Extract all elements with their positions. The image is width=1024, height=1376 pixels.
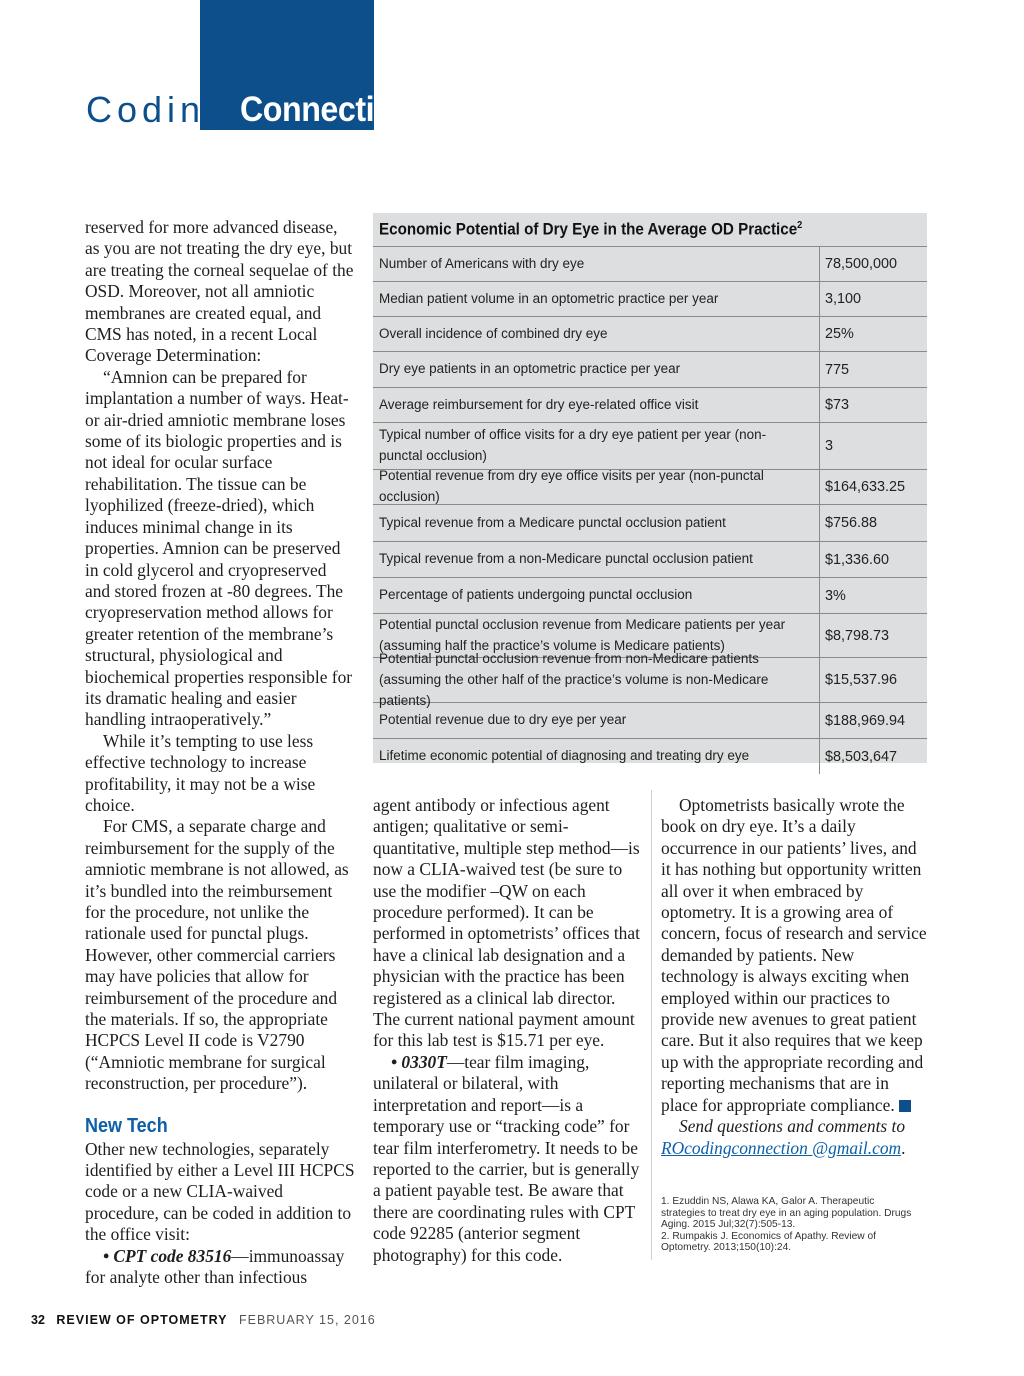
table-cell-label bbox=[373, 317, 820, 351]
table-cell-value: 775 bbox=[825, 361, 850, 378]
row-label: Potential punctal occlusion revenue from Medicare patients per year (assuming half the practice’s volume is Medicare patients) bbox=[379, 616, 786, 654]
issue-date: FEBRUARY 15, 2016 bbox=[238, 1313, 376, 1327]
table-row bbox=[373, 247, 927, 282]
table-cell-value: $15,537.96 bbox=[825, 672, 898, 688]
row-label: Typical revenue from a Medicare punctal occlusion patient bbox=[379, 514, 726, 531]
article-column-1 bbox=[85, 217, 355, 1289]
paragraph: While it’s tempting to use less effective technology to increase profitability, it may not be a wise choice. bbox=[85, 730, 316, 815]
paragraph: For CMS, a separate charge and reimbursement for the supply of the amniotic membrane is not allowed, as it’s bundled into the reimbursement for the procedure, not unlike the rationale used for punctal plugs. However, other commercial carriers may have policies that allow for reimbursement of the procedure and the materials. If so, the appropriate HCPCS Level II code is V2790 (“Amniotic membrane for surgical reconstruction, per procedure”). bbox=[85, 816, 349, 1094]
table-cell-value: 3,100 bbox=[825, 291, 862, 307]
bullet-item bbox=[373, 1052, 641, 1266]
row-label: Overall incidence of combined dry eye bbox=[379, 325, 608, 342]
table-cell-value: $8,503,647 bbox=[825, 748, 898, 765]
table-row bbox=[373, 470, 927, 505]
section-title-coding: Coding bbox=[86, 89, 231, 130]
table-row bbox=[373, 388, 927, 423]
bullet-title: • CPT code 83516 bbox=[103, 1245, 232, 1266]
table-row bbox=[373, 739, 927, 774]
table-cell-label bbox=[373, 247, 820, 281]
table-cell-value: 78,500,000 bbox=[825, 256, 898, 272]
bullet-item bbox=[85, 1246, 355, 1289]
contact-email-link[interactable]: ROcodingconnection @gmail.com bbox=[661, 1137, 902, 1158]
section-title-connection: Connection bbox=[240, 90, 413, 129]
table-title-footnote: 2 bbox=[797, 219, 803, 231]
table-row bbox=[373, 650, 927, 709]
table-cell-value: $73 bbox=[825, 397, 850, 413]
page-number: 32 bbox=[31, 1313, 45, 1327]
table-cell-value: 25% bbox=[825, 326, 854, 342]
table-cell-value: $8,798.73 bbox=[825, 627, 890, 644]
table-body bbox=[373, 247, 927, 774]
row-label: Typical number of office visits for a dry eye patient per year (non-punctal occlusion) bbox=[379, 427, 767, 464]
table-cell-value: 3% bbox=[825, 587, 846, 604]
row-label: Potential revenue due to dry eye per year bbox=[379, 712, 627, 728]
table-cell-label bbox=[373, 282, 820, 316]
table-row bbox=[373, 578, 927, 614]
table-cell-label bbox=[373, 739, 820, 774]
row-label: Potential revenue from dry eye office visits per year (non-punctal occlusion) bbox=[379, 468, 764, 505]
table-cell-label bbox=[373, 470, 820, 504]
row-label: Number of Americans with dry eye bbox=[379, 255, 585, 272]
reference-item: 2. Rumpakis J. Economics of Apathy. Review of Optometry. 2013;150(10):24. bbox=[661, 1230, 876, 1254]
economic-potential-table bbox=[373, 213, 927, 763]
paragraph: reserved for more advanced disease, as you are not treating the dry eye, but are treating the corneal sequelae of the OSD. Moreover, not all amniotic membranes are created equal, and CMS has noted, in a recent Local Coverage Determination: bbox=[85, 217, 354, 366]
article-column-2 bbox=[373, 795, 641, 1266]
bullet-text: —immunoassay for analyte other than infectious bbox=[85, 1245, 345, 1288]
table-cell-value: $164,633.25 bbox=[825, 479, 906, 495]
table-cell-value: 3 bbox=[825, 438, 834, 454]
table-cell-label bbox=[373, 505, 820, 541]
magazine-name: REVIEW OF OPTOMETRY bbox=[56, 1313, 228, 1327]
references bbox=[661, 1196, 921, 1254]
bullet-title: • 0330T bbox=[391, 1051, 447, 1072]
row-label: Average reimbursement for dry eye-related office visit bbox=[379, 396, 699, 413]
table-row bbox=[373, 542, 927, 578]
table-row bbox=[373, 282, 927, 317]
table-row bbox=[373, 317, 927, 352]
table-cell-label bbox=[373, 423, 820, 469]
table-cell-value: $188,969.94 bbox=[825, 712, 906, 729]
table-cell-value: $756.88 bbox=[825, 515, 878, 531]
table-cell-label bbox=[373, 352, 820, 387]
subhead-new-tech: New Tech bbox=[85, 1114, 168, 1137]
row-label: Percentage of patients undergoing punctal occlusion bbox=[379, 587, 693, 603]
table-cell-label bbox=[373, 578, 820, 613]
row-label: Median patient volume in an optometric practice per year bbox=[379, 290, 719, 307]
table-row bbox=[373, 352, 927, 388]
table-cell-value: $1,336.60 bbox=[825, 551, 890, 568]
contact-email-line bbox=[661, 1138, 929, 1159]
contact-line: Send questions and comments to bbox=[679, 1116, 906, 1137]
row-label: Potential punctal occlusion revenue from non-Medicare patients (assuming the other half of the practice’s volume is non-Medicare patients) bbox=[379, 650, 769, 709]
table-row bbox=[373, 505, 927, 542]
article-column-3 bbox=[661, 795, 929, 1159]
quote-paragraph: “Amnion can be prepared for implantation a number of ways. Heat- or air-dried amniotic membrane loses some of its biologic properties and is not ideal for ocular surface rehabilitation. The tissue can be lyophilized (freeze-dried), which induces minimal change in its properties. Amnion can be preserved in cold glycerol and cryopreserved and stored frozen at -80 degrees. The cryopreservation method allows for greater retention of the membrane’s structural, physiological and biochemical properties responsible for its dramatic healing and easier handling intraoperatively.” bbox=[85, 366, 353, 730]
row-label: Dry eye patients in an optometric practice per year bbox=[379, 361, 681, 377]
paragraph bbox=[661, 795, 929, 1116]
table-cell-label bbox=[373, 542, 820, 577]
period: . bbox=[901, 1137, 906, 1158]
table-cell-label bbox=[373, 650, 820, 709]
table-row bbox=[373, 423, 927, 470]
table-title bbox=[373, 213, 927, 247]
reference-item: 1. Ezuddin NS, Alawa KA, Galor A. Therapeutic strategies to treat dry eye in an aging population. Drugs Aging. 2015 Jul;32(7):505-13. bbox=[661, 1196, 912, 1231]
table-cell-label bbox=[373, 388, 820, 422]
paragraph: Other new technologies, separately identified by either a Level III HCPCS code or a new CLIA-waived procedure, can be coded in addition to the office visit: bbox=[85, 1138, 355, 1245]
closing-text: Optometrists basically wrote the book on dry eye. It’s a daily occurrence in our patients’ lives, and it has nothing but opportunity written all over it when embraced by optometry. It is a growing area of concern, focus of research and service demanded by patients. New technology is always exciting when employed within our practices to provide new avenues to great patient care. But it also requires that we keep up with the appropriate recording and reporting mechanisms that are in place for appropriate compliance. bbox=[661, 795, 927, 1115]
row-label: Typical revenue from a non-Medicare punctal occlusion patient bbox=[379, 551, 753, 567]
table-title-text: Economic Potential of Dry Eye in the Average OD Practice bbox=[379, 220, 798, 239]
row-label: Lifetime economic potential of diagnosing and treating dry eye bbox=[379, 748, 750, 764]
paragraph: agent antibody or infectious agent antigen; qualitative or semi-quantitative, multiple step method—is now a CLIA-waived test (be sure to use the modifier –QW on each procedure performed). It can be performed in optometrists’ offices that have a clinical lab designation and a physician with the practice has been registered as a clinical lab director. The current national payment amount for this lab test is $15.71 per eye. bbox=[373, 795, 640, 1051]
bullet-text: —tear film imaging, unilateral or bilateral, with interpretation and report—is a temporary use or “tracking code” for tear film interferometry. It needs to be reported to the carrier, but is generally a patient payable test. Be aware that there are coordinating rules with CPT code 92285 (anterior segment photography) for this code. bbox=[373, 1051, 640, 1265]
page-footer bbox=[31, 1313, 376, 1327]
column-divider bbox=[651, 790, 652, 1260]
section-title bbox=[86, 88, 428, 132]
end-mark-icon bbox=[899, 1100, 911, 1112]
